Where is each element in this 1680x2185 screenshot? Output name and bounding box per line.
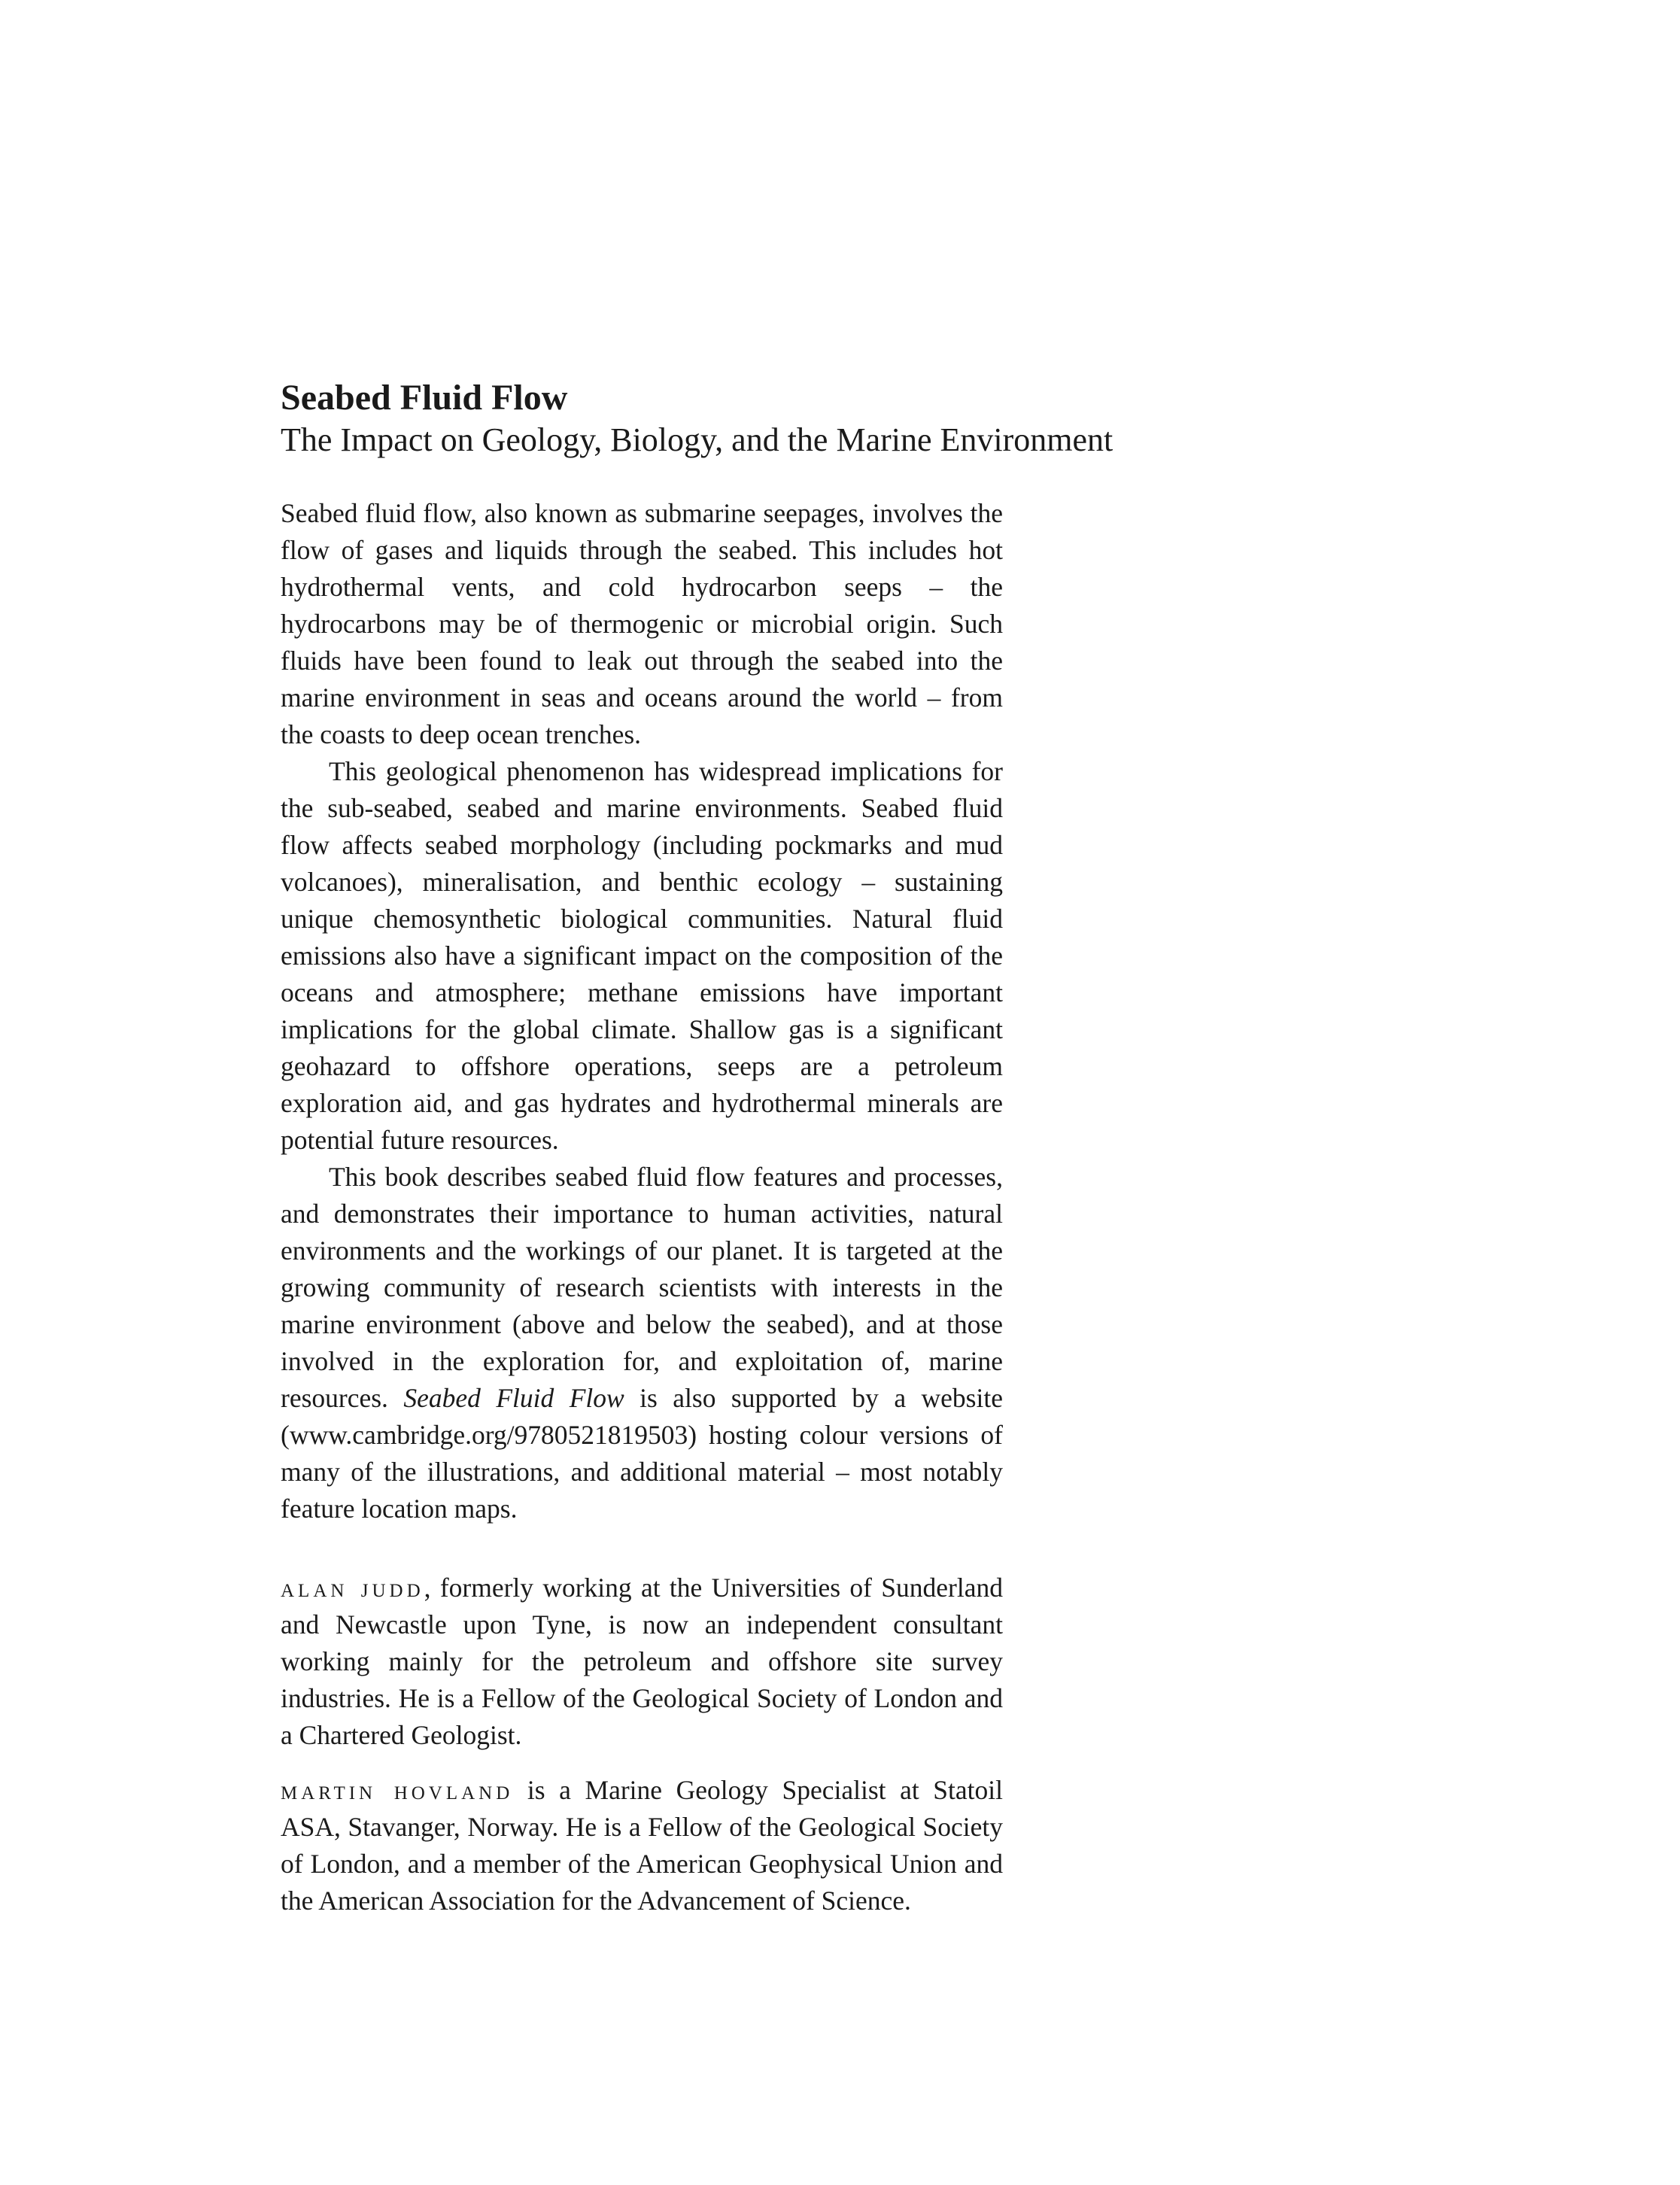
author-bio-2 [281,1772,1003,1919]
description-paragraph-1: Seabed fluid flow, also known as submarine seepages, involves the flow of gases and liquids through the seabed. This includes hot hydrothermal vents, and cold hydrocarbon seeps – the hydrocarbons may be of thermogenic or microbial origin. Such fluids have been found to leak out through the seabed into the marine environment in seas and oceans around the world – from the coasts to deep ocean trenches. [281,498,1003,749]
description-paragraph-3 [281,1159,1003,1527]
author-bio-text-2: is a Marine Geology Specialist at Statoil ASA, Stavanger, Norway. He is a Fellow of the Geological Society of London, and a member of the American Geophysical Union and the American Association for the Advancement of Science. [281,1775,1003,1916]
paragraph-3-text-before: This book describes seabed fluid flow features and processes, and demonstrates their importance to human activities, natural environments and the workings of our planet. It is targeted at the growing community of research scientists with interests in the marine environment (above and below the seabed), and at those involved in the exploration for, and exploitation of, marine resources. [281,1162,1003,1413]
author-name-1: alan judd [281,1573,424,1603]
paragraph-3-text-after: is also supported by a website (www.cambridge.org/9780521819503) hosting colour versions of many of the illustrations, and additional material – most notably feature location maps. [281,1383,1003,1524]
author-bio-text-1: , formerly working at the Universities of Sunderland and Newcastle upon Tyne, is now an independent consultant working mainly for the petroleum and offshore site survey industries. He is a Fellow of the Geological Society of London and a Chartered Geologist. [281,1573,1004,1750]
title-block [281,376,1334,460]
book-title-italic: Seabed Fluid Flow [403,1383,624,1413]
author-bios [281,1570,1003,1919]
book-title: Seabed Fluid Flow [281,378,568,418]
book-subtitle: The Impact on Geology, Biology, and the Marine Environment [281,421,1113,458]
author-bio-1 [281,1570,1003,1754]
author-name-2: martin hovland [281,1775,514,1805]
book-description [281,495,1003,1527]
description-paragraph-2: This geological phenomenon has widespread implications for the sub-seabed, seabed and marine environments. Seabed fluid flow affects seabed morphology (including pockmarks and mud volcanoes), mineralisation, and benthic ecology – sustaining unique chemosynthetic biological communities. Natural fluid emissions also have a significant impact on the composition of the oceans and atmosphere; methane emissions have important implications for the global climate. Shallow gas is a significant geohazard to offshore operations, seeps are a petroleum exploration aid, and gas hydrates and hydrothermal minerals are potential future resources. [281,756,1003,1155]
